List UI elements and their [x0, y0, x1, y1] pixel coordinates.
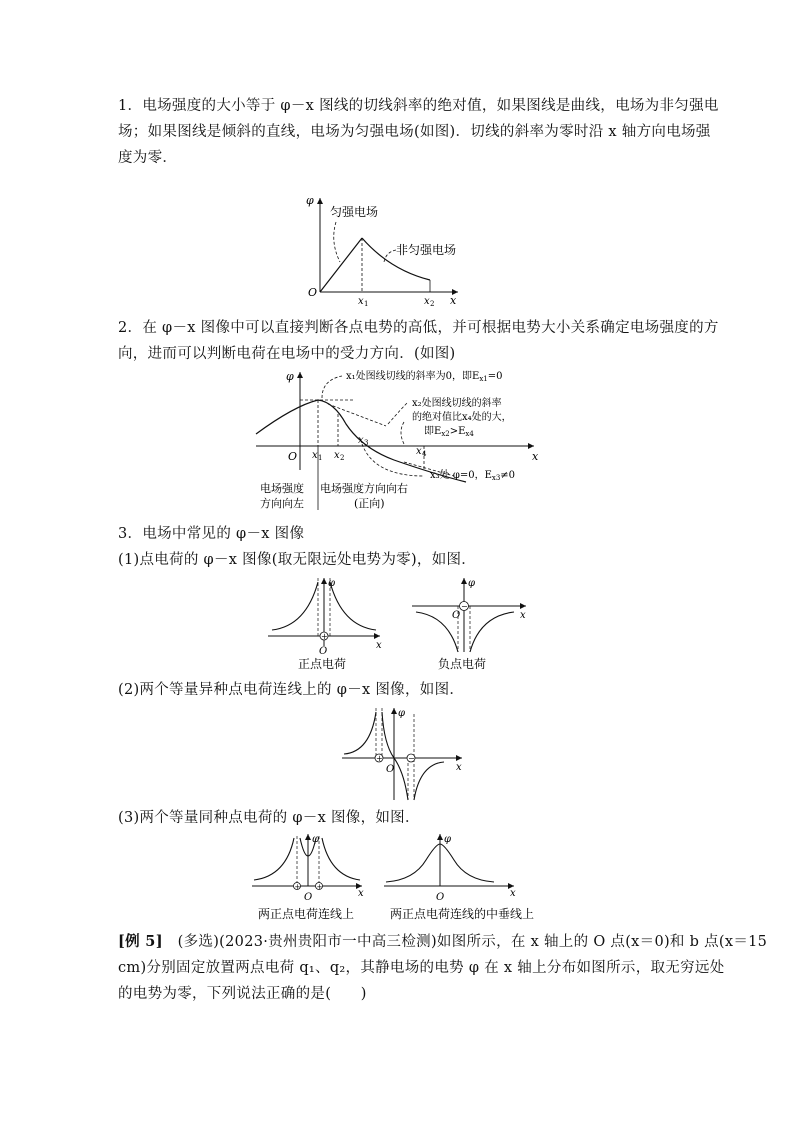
fig4-phi: φ: [398, 708, 406, 719]
fig5-plus-right: +: [316, 883, 323, 891]
fig5-right-caption: 两正点电荷连线的中垂线上: [390, 907, 535, 921]
fig2-x4-sub: 4: [422, 450, 427, 458]
fig2-left-b: 方向向左: [260, 497, 304, 510]
s3-sub1: (1)点电荷的 φ－x 图像(取无限远处电势为零)，如图．: [118, 552, 477, 568]
fig2-x1: x: [312, 450, 318, 461]
fig5-right-origin: O: [436, 892, 445, 903]
s3-sub3: (3)两个等量同种点电荷的 φ－x 图像，如图．: [118, 810, 420, 826]
fig3-pos-x: x: [376, 640, 382, 651]
s3-sub2: (2)两个等量异种点电荷连线上的 φ－x 图像，如图．: [118, 682, 465, 698]
fig4-x: x: [456, 762, 462, 773]
fig1-x2-sub: 2: [430, 300, 435, 308]
figure-uniform-nonuniform: [300, 192, 470, 314]
fig2-x1-sub: 1: [318, 454, 323, 462]
s2-line2: 向，进而可以判断电荷在电场中的受力方向．(如图): [118, 346, 456, 362]
fig3-pos-caption: 正点电荷: [298, 657, 347, 671]
example-line3: 的电势为零，下列说法正确的是( ): [118, 986, 367, 1002]
fig1-x1-sub: 1: [364, 300, 369, 308]
s3-title: 3．电场中常见的 φ－x 图像: [118, 526, 305, 542]
figure-point-charges: [262, 572, 542, 676]
fig2-right-b: (正向): [354, 497, 385, 510]
figure-like-charges: [250, 830, 550, 928]
fig1-phi-label: φ: [306, 194, 314, 207]
fig1-x-label: x: [450, 294, 457, 307]
fig2-origin-label: O: [288, 450, 298, 463]
fig1-nonuniform-label: 非匀强电场: [396, 243, 457, 257]
fig2-note2a: x₂处图线切线的斜率: [412, 398, 502, 409]
s1-line3: 度为零．: [118, 150, 178, 166]
fig5-left-x: x: [358, 888, 364, 899]
fig2-phi-label: φ: [286, 370, 294, 383]
fig3-neg-phi: φ: [468, 578, 476, 589]
example-line1: [118, 932, 767, 952]
example-line1-text: (多选)(2023·贵州贵阳市一中高三检测)如图所示，在 x 轴上的 O 点(x＝0)和 b 点(x＝15: [177, 934, 768, 950]
fig3-pos-origin: O: [319, 646, 328, 657]
s1-line1: 1．电场强度的大小等于 φ－x 图线的切线斜率的绝对值，如果图线是曲线，电场为非匀强电: [118, 98, 719, 114]
fig3-minus-sign: −: [461, 602, 468, 611]
fig4-origin: O: [386, 764, 395, 775]
figure-phi-x-analysis: [254, 364, 544, 520]
fig3-pos-phi: φ: [328, 578, 336, 589]
fig1-x1-label: x: [358, 296, 364, 307]
fig2-x3: x: [358, 435, 364, 446]
fig2-note1: x₁处图线切线的斜率为0，即$E_{x1}=0$: [346, 371, 503, 383]
fig4-plus-sign: +: [376, 754, 383, 763]
fig2-note3: x₃处 φ=0，$E_{x3}\ne 0$: [430, 470, 516, 482]
fig2-left-a: 电场强度: [260, 482, 304, 495]
example-line2: cm)分别固定放置两点电荷 q₁、q₂，其静电场的电势 φ 在 x 轴上分布如图所示，取无穷远处: [118, 960, 725, 976]
fig3-neg-origin: O: [452, 610, 461, 621]
fig5-left-origin: O: [304, 892, 313, 903]
fig4-minus-sign: −: [408, 754, 415, 763]
fig5-left-caption: 两正点电荷连线上: [258, 907, 355, 921]
fig1-origin-label: O: [308, 286, 318, 299]
fig2-x4: x: [416, 446, 422, 457]
fig5-right-phi: φ: [444, 834, 452, 845]
s2-line1: 2．在 φ－x 图像中可以直接判断各点电势的高低，并可根据电势大小关系确定电场强度的方: [118, 320, 719, 336]
s1-line2: 场；如果图线是倾斜的直线，电场为匀强电场(如图)．切线的斜率为零时沿 x 轴方向电场强: [118, 124, 711, 140]
fig3-neg-x: x: [520, 610, 526, 621]
fig2-x2: x: [334, 450, 340, 461]
fig2-note2b: 的绝对值比x₄处的大，: [412, 412, 512, 423]
fig3-neg-caption: 负点电荷: [438, 657, 487, 671]
fig2-x2-sub: 2: [340, 454, 345, 462]
fig5-plus-left: +: [294, 883, 301, 891]
fig2-note2c: 即$E_{x2}>E_{x4}$: [424, 426, 474, 438]
example-tag: [例 5]: [118, 933, 163, 950]
fig5-right-x: x: [510, 888, 516, 899]
fig2-x-label: x: [532, 450, 539, 463]
fig5-left-phi: φ: [312, 834, 320, 845]
fig3-plus-sign: +: [321, 632, 328, 641]
fig2-right-a: 电场强度方向向右: [320, 482, 408, 495]
figure-opposite-charges: [340, 704, 470, 808]
fig2-x3-sub: 3: [364, 439, 369, 447]
fig1-uniform-label: 匀强电场: [330, 205, 379, 219]
fig1-x2-label: x: [424, 296, 430, 307]
